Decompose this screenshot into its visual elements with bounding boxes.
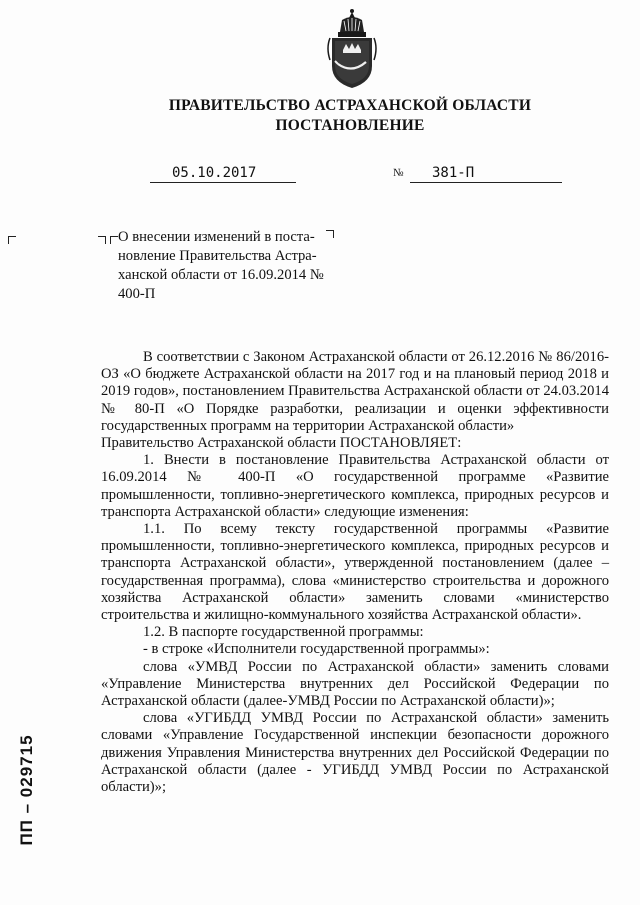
side-stamp-text: ПП – 029715: [17, 734, 36, 846]
paragraph-item-1: 1. Внести в постановление Правительства Астраханской области от 16.09.2014 № 400-П «О государственной программе «Развитие промышленности, топливно-энергетического комплекса, природных ресурсов и транспорта Астраханской области» следующие изменения:: [101, 452, 609, 520]
document-number: 381-П: [410, 164, 562, 183]
paragraph-preamble: В соответствии с Законом Астраханской области от 26.12.2016 № 86/2016-ОЗ «О бюджете Астраханской области на 2017 год и на плановый период 2018 и 2019 годов», постановлением Правительства Астраханской области от 24.03.2014 № 80-П «О Порядке разработки, реализации и оценки эффективности государственных программ на территории Астраханской области»: [101, 349, 609, 434]
paragraph-ugibdd-replace: слова «УГИБДД УМВД России по Астраханской области» заменить словами «Управление Государственной инспекции безопасности дорожного движения Управления Министерства внутренних дел Российской Федерации по Астраханской области (далее - УГИБДД УМВД России по Астраханской области)»;: [101, 710, 609, 796]
document-subject: О внесении изменений в поста-новление Правительства Астра-ханской области от 16.09.2014 № 400-П: [118, 229, 324, 302]
paragraph-decree: Правительство Астраханской области ПОСТАНОВЛЯЕТ:: [101, 435, 462, 452]
paragraph-item-1-1: 1.1. По всему тексту государственной программы «Развитие промышленности, топливно-энергетического комплекса, природных ресурсов и транспорта Астраханской области», утвержденной постановлением (далее – государственная программа), слова «министерство строительства и дорожного хозяйства Астраханской области» заменить словами «министерство строительства и жилищно-коммунального хозяйства Астраханской области».: [101, 521, 609, 624]
paragraph-item-1-2: 1.2. В паспорте государственной программы:: [143, 624, 424, 641]
subject-corner-right-inner: [98, 236, 106, 244]
document-date: 05.10.2017: [150, 164, 296, 183]
side-registration-stamp: [14, 700, 40, 880]
government-title: ПРАВИТЕЛЬСТВО АСТРАХАНСКОЙ ОБЛАСТИ: [168, 97, 532, 114]
document-type-title: ПОСТАНОВЛЕНИЕ: [275, 117, 425, 134]
document-body: [101, 349, 609, 796]
document-number-label: №: [393, 167, 404, 179]
coat-of-arms-icon: [322, 8, 382, 92]
paragraph-executors-line: - в строке «Исполнители государственной программы»:: [143, 641, 490, 658]
subject-corner-left-inner: [110, 236, 118, 244]
paragraph-umvd-replace: слова «УМВД России по Астраханской области» заменить словами «Управление Министерства внутренних дел Российской Федерации по Астраханской области (далее-УМВД России по Астраханской области)»;: [101, 658, 609, 710]
subject-corner-left-outer: [8, 236, 16, 244]
